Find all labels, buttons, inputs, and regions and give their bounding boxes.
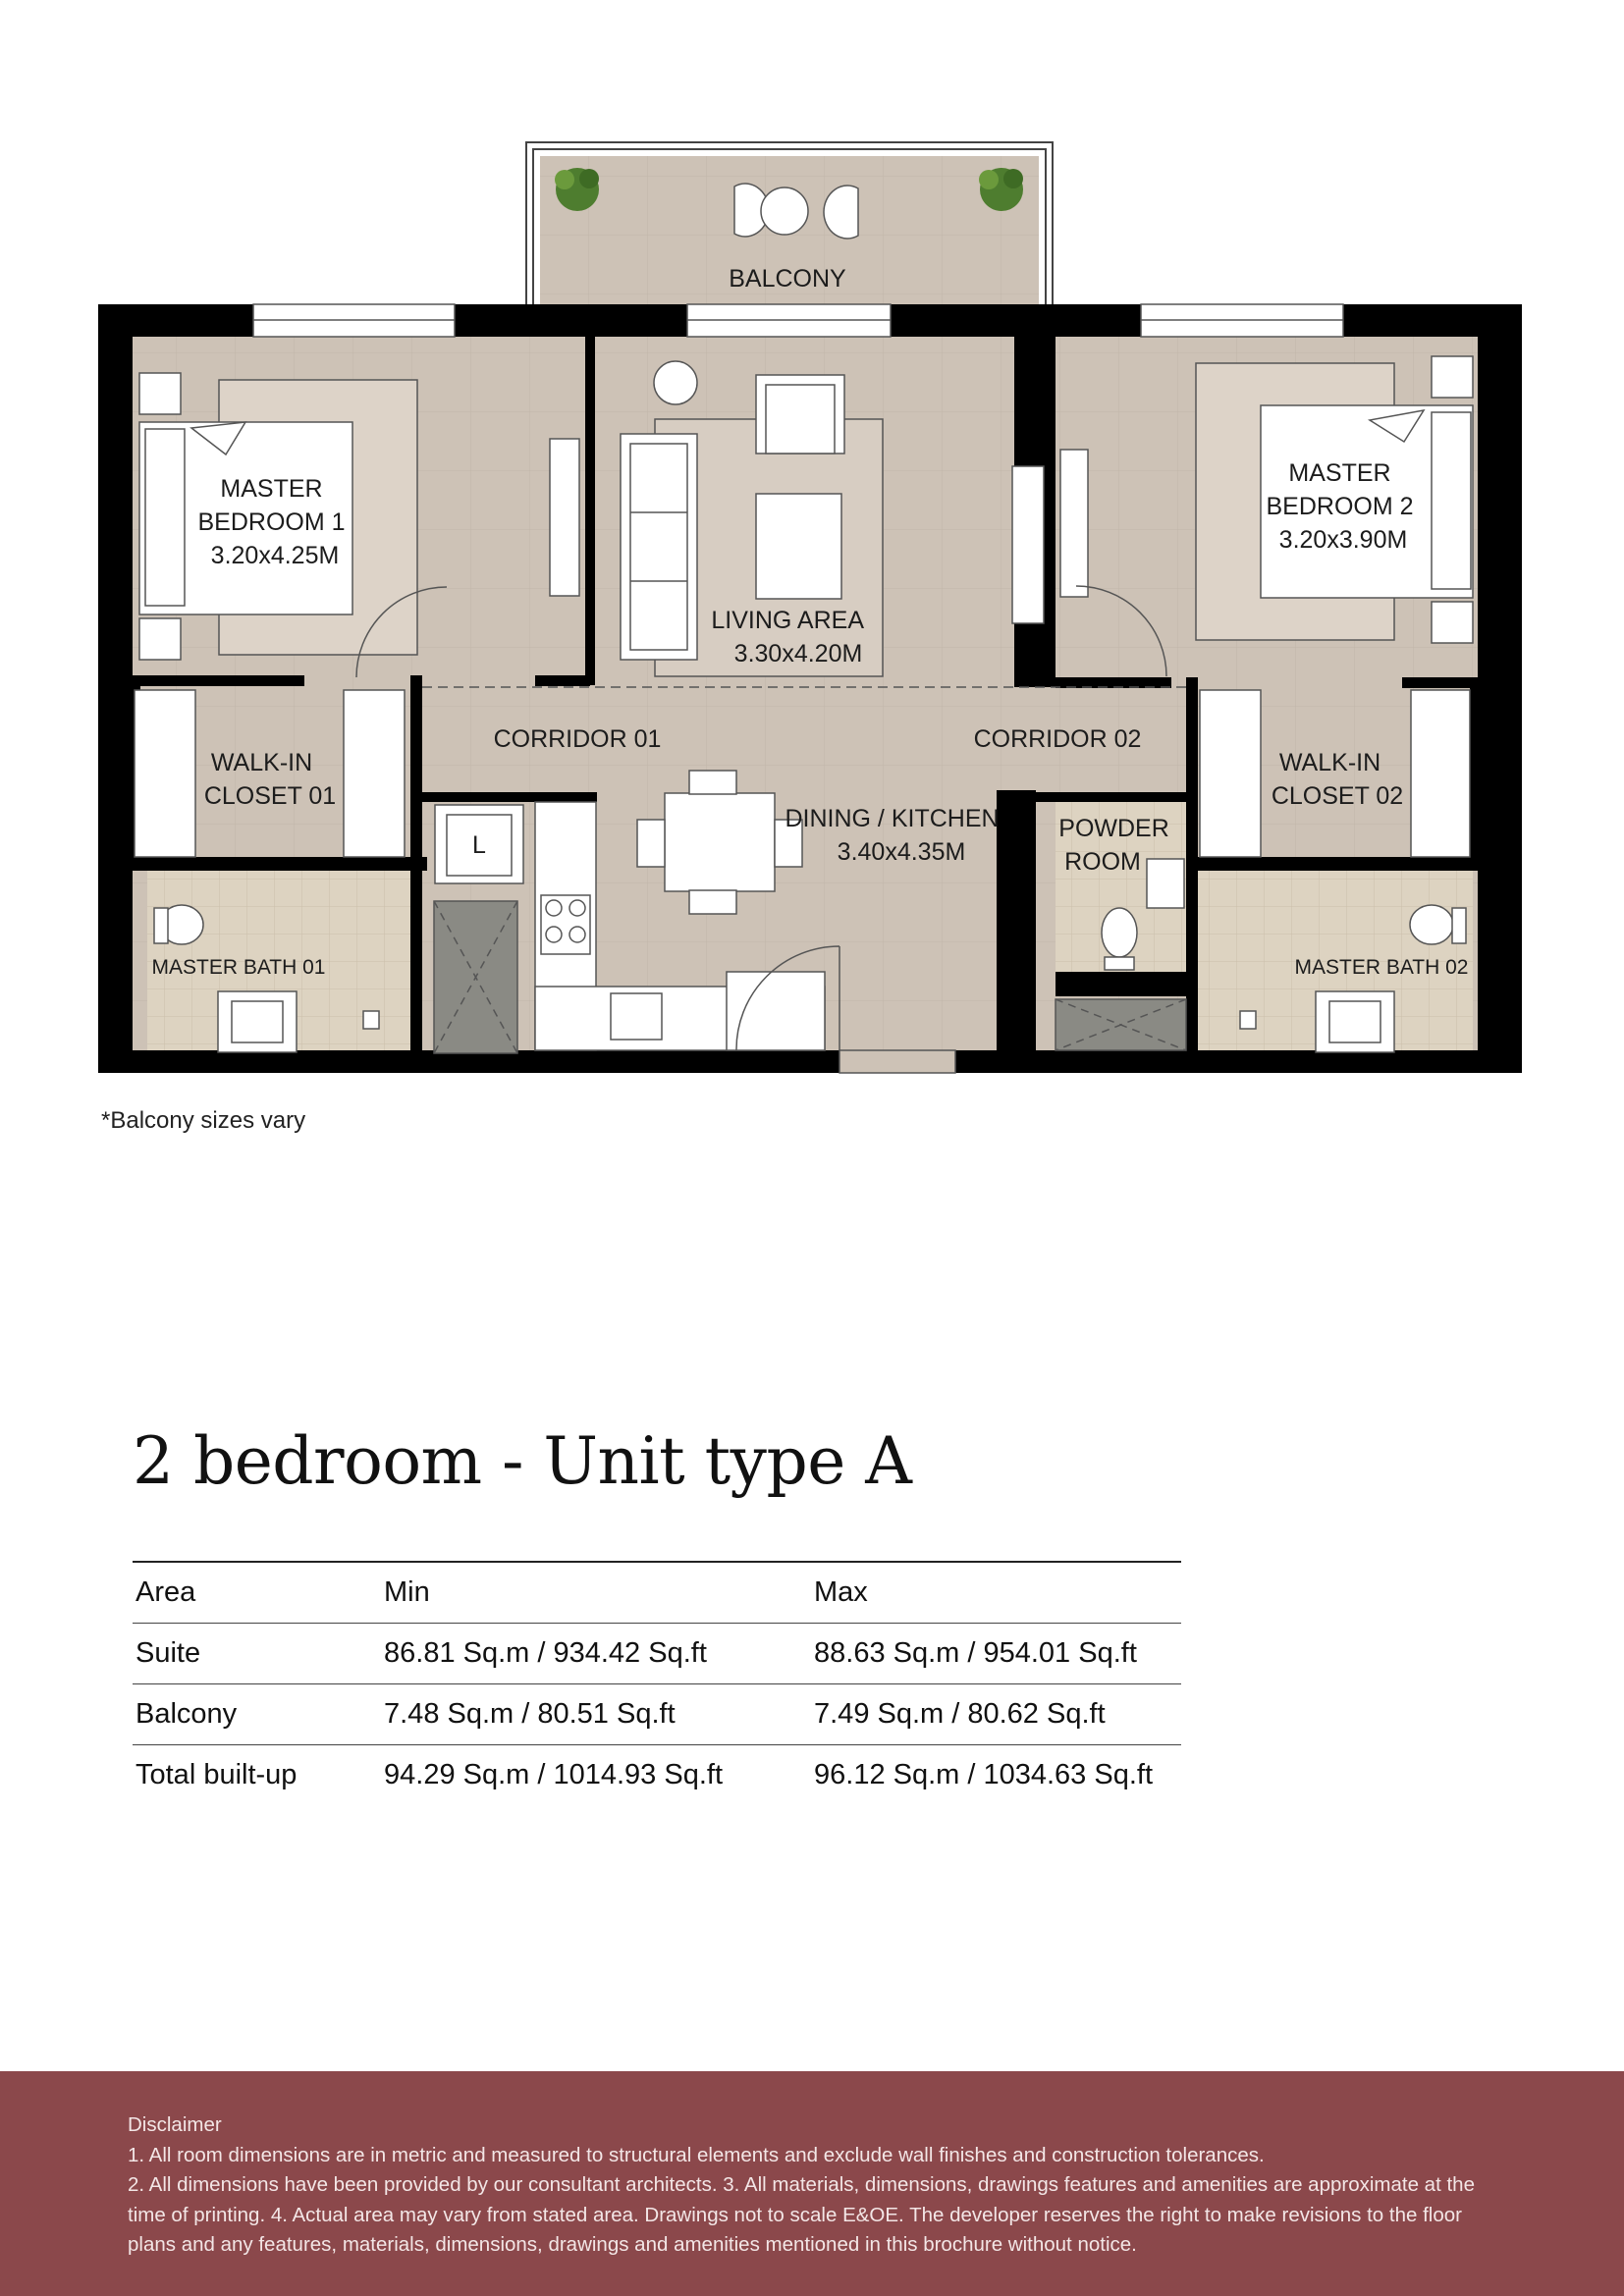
- master-bedroom-2-label: MASTER BEDROOM 2 3.20x3.90M: [1266, 459, 1414, 554]
- walk-in-closet-01-label: WALK-IN CLOSET 01: [203, 749, 337, 810]
- table-cell: 88.63 Sq.m / 954.01 Sq.ft: [811, 1624, 1181, 1684]
- disclaimer-heading: Disclaimer: [128, 2113, 222, 2136]
- corridor-01-label: CORRIDOR 01: [493, 725, 662, 753]
- floor-plan: [0, 0, 1624, 1090]
- table-cell: 86.81 Sq.m / 934.42 Sq.ft: [381, 1624, 811, 1684]
- page-title: 2 bedroom - Unit type A: [133, 1423, 912, 1499]
- table-cell: 7.49 Sq.m / 80.62 Sq.ft: [811, 1684, 1181, 1745]
- powder-room-label: POWDER ROOM: [1058, 815, 1169, 876]
- column-header: Area: [133, 1562, 381, 1624]
- balcony-note: *Balcony sizes vary: [101, 1107, 306, 1134]
- disclaimer-line-1: 1. All room dimensions are in metric and measured to structural elements and exclude wall finishes and construction tolerances.: [128, 2143, 1265, 2166]
- table-row: [133, 1745, 1181, 1806]
- walk-in-closet-02-label: WALK-IN CLOSET 02: [1271, 749, 1404, 810]
- table-header-row: [133, 1562, 1181, 1624]
- master-bedroom-1-label: MASTER BEDROOM 1 3.20x4.25M: [197, 475, 346, 569]
- column-header: Max: [811, 1562, 1181, 1624]
- area-table: [133, 1561, 1181, 1805]
- table-cell: Balcony: [133, 1684, 381, 1745]
- table-cell: 94.29 Sq.m / 1014.93 Sq.ft: [384, 1759, 724, 1790]
- table-row: [133, 1624, 1181, 1684]
- table-cell: 96.12 Sq.m / 1034.63 Sq.ft: [814, 1759, 1154, 1790]
- disclaimer-line-2: 2. All dimensions have been provided by our consultant architects. 3. All materials, dimensions, drawings features and amenities are approximate at the time of printing. 4. Actual area may vary from stated area. Drawings not to scale E&OE. The developer reserves the right to make revisions to the floor plans and any features, materials, dimensions, drawings and amenities mentioned in this brochure without notice.: [128, 2173, 1475, 2256]
- master-bath-02-label: MASTER BATH 02: [1294, 956, 1469, 979]
- balcony-label: BALCONY: [729, 265, 846, 293]
- table-cell: Total built-up: [135, 1759, 298, 1790]
- windows: [253, 304, 1343, 337]
- table-cell: 7.48 Sq.m / 80.51 Sq.ft: [381, 1684, 811, 1745]
- table-row: [133, 1684, 1181, 1745]
- laundry-label: L: [472, 831, 486, 859]
- dining-kitchen-label: DINING / KITCHEN 3.40x4.35M: [785, 805, 1000, 866]
- table-cell: Suite: [133, 1624, 381, 1684]
- master-bath-01-label: MASTER BATH 01: [151, 956, 326, 979]
- corridor-02-label: CORRIDOR 02: [973, 725, 1142, 753]
- balcony-furniture: [734, 184, 858, 239]
- living-area-label: LIVING AREA 3.30x4.20M: [711, 607, 863, 667]
- column-header: Min: [381, 1562, 811, 1624]
- entrance: [839, 1050, 955, 1073]
- disclaimer-panel: [0, 2071, 1624, 2296]
- cooktop-icon: [541, 895, 590, 954]
